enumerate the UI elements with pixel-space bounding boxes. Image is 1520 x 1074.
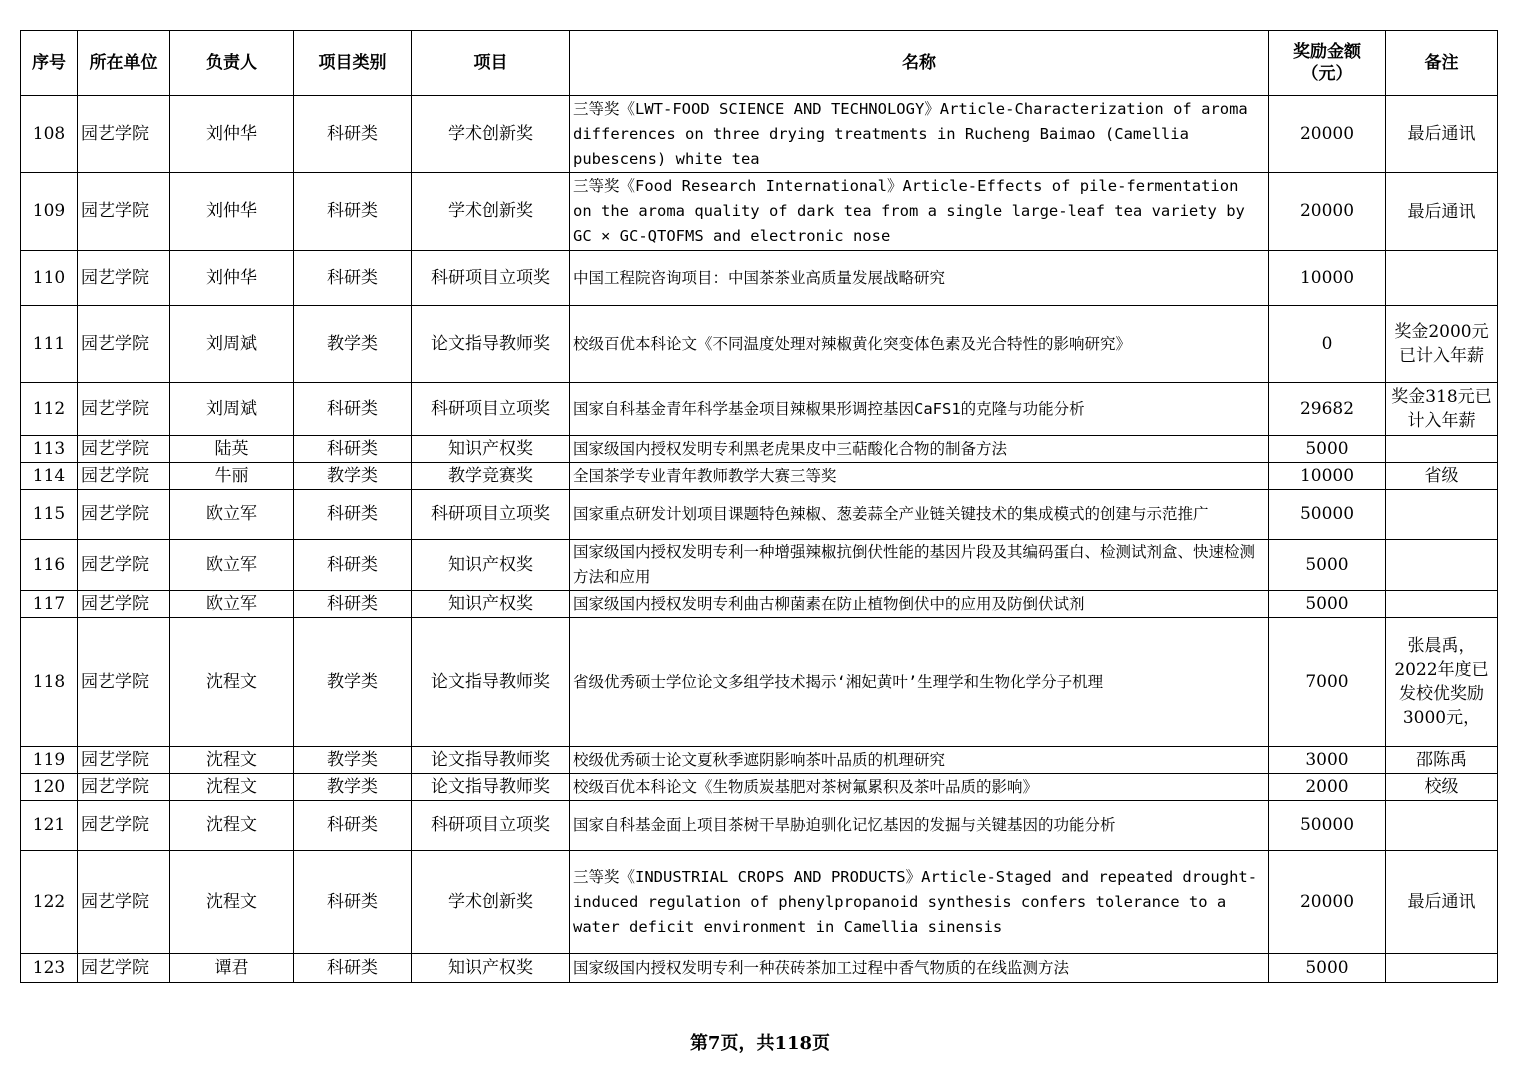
cell-amount: 10000 [1269,251,1386,306]
cell-amount: 29682 [1269,383,1386,436]
page-number: 第7页，共118页 [689,1033,831,1054]
cell-name: 校级优秀硕士论文夏秋季遮阴影响茶叶品质的机理研究 [570,747,1269,774]
header-amount: 奖励金额（元） [1269,31,1386,96]
cell-amount: 0 [1269,306,1386,383]
cell-amount: 5000 [1269,540,1386,591]
cell-note: 邵陈禹 [1386,747,1498,774]
cell-unit: 园艺学院 [78,954,170,983]
table-row [21,954,1498,983]
cell-no: 117 [21,591,78,618]
header-category: 项目类别 [294,31,412,96]
cell-amount: 10000 [1269,463,1386,490]
cell-unit: 园艺学院 [78,96,170,173]
cell-person: 刘周斌 [170,306,294,383]
cell-unit: 园艺学院 [78,591,170,618]
cell-category: 科研类 [294,251,412,306]
cell-name: 国家级国内授权发明专利曲古柳菌素在防止植物倒伏中的应用及防倒伏试剂 [570,591,1269,618]
table-row [21,306,1498,383]
cell-person: 刘仲华 [170,96,294,173]
cell-person: 沈程文 [170,851,294,954]
cell-project: 学术创新奖 [412,96,570,173]
table-row [21,436,1498,463]
cell-project: 知识产权奖 [412,954,570,983]
table-row [21,618,1498,747]
cell-no: 113 [21,436,78,463]
header-no: 序号 [21,31,78,96]
header-project: 项目 [412,31,570,96]
cell-project: 论文指导教师奖 [412,774,570,801]
cell-category: 科研类 [294,96,412,173]
table-row [21,801,1498,851]
cell-no: 114 [21,463,78,490]
cell-no: 112 [21,383,78,436]
cell-person: 谭君 [170,954,294,983]
cell-unit: 园艺学院 [78,774,170,801]
cell-unit: 园艺学院 [78,436,170,463]
cell-project: 知识产权奖 [412,436,570,463]
cell-project: 学术创新奖 [412,173,570,251]
cell-project: 论文指导教师奖 [412,306,570,383]
cell-note [1386,540,1498,591]
cell-name: 三等奖《LWT-FOOD SCIENCE AND TECHNOLOGY》Article-Characterization of aroma differences on three drying treatments in Rucheng Baimao (Camellia pubescens) white tea [570,96,1269,173]
table-row [21,490,1498,540]
cell-no: 123 [21,954,78,983]
cell-project: 论文指导教师奖 [412,747,570,774]
cell-category: 科研类 [294,591,412,618]
header-unit: 所在单位 [78,31,170,96]
cell-person: 刘周斌 [170,383,294,436]
cell-name: 国家级国内授权发明专利一种增强辣椒抗倒伏性能的基因片段及其编码蛋白、检测试剂盒、快速检测方法和应用 [570,540,1269,591]
cell-person: 欧立军 [170,490,294,540]
cell-unit: 园艺学院 [78,747,170,774]
cell-name: 中国工程院咨询项目：中国茶茶业高质量发展战略研究 [570,251,1269,306]
cell-category: 科研类 [294,851,412,954]
cell-person: 沈程文 [170,747,294,774]
cell-amount: 5000 [1269,591,1386,618]
cell-no: 121 [21,801,78,851]
cell-note [1386,591,1498,618]
cell-unit: 园艺学院 [78,251,170,306]
cell-category: 科研类 [294,540,412,591]
cell-name: 国家重点研发计划项目课题特色辣椒、葱姜蒜全产业链关键技术的集成模式的创建与示范推广 [570,490,1269,540]
cell-project: 科研项目立项奖 [412,801,570,851]
cell-note: 最后通讯 [1386,96,1498,173]
cell-no: 118 [21,618,78,747]
cell-category: 科研类 [294,954,412,983]
cell-amount: 7000 [1269,618,1386,747]
cell-no: 119 [21,747,78,774]
cell-note [1386,954,1498,983]
cell-amount: 3000 [1269,747,1386,774]
cell-person: 欧立军 [170,540,294,591]
cell-unit: 园艺学院 [78,383,170,436]
cell-amount: 20000 [1269,851,1386,954]
awards-table [20,30,1498,983]
cell-amount: 50000 [1269,801,1386,851]
cell-name: 校级百优本科论文《不同温度处理对辣椒黄化突变体色素及光合特性的影响研究》 [570,306,1269,383]
cell-category: 科研类 [294,436,412,463]
cell-person: 陆英 [170,436,294,463]
cell-name: 国家自科基金青年科学基金项目辣椒果形调控基因CaFS1的克隆与功能分析 [570,383,1269,436]
table-row [21,96,1498,173]
cell-note [1386,436,1498,463]
table-row [21,747,1498,774]
cell-unit: 园艺学院 [78,540,170,591]
cell-person: 沈程文 [170,618,294,747]
cell-amount: 20000 [1269,173,1386,251]
cell-amount: 50000 [1269,490,1386,540]
cell-no: 111 [21,306,78,383]
cell-name: 国家级国内授权发明专利一种茯砖茶加工过程中香气物质的在线监测方法 [570,954,1269,983]
cell-name: 国家自科基金面上项目茶树干旱胁迫驯化记忆基因的发掘与关键基因的功能分析 [570,801,1269,851]
cell-no: 116 [21,540,78,591]
cell-amount: 2000 [1269,774,1386,801]
cell-unit: 园艺学院 [78,801,170,851]
cell-person: 沈程文 [170,774,294,801]
cell-name: 三等奖《Food Research International》Article-Effects of pile-fermentation on the aroma quality of dark tea from a single large-leaf tea variety by GC × GC-QTOFMS and electronic nose [570,173,1269,251]
cell-project: 论文指导教师奖 [412,618,570,747]
cell-person: 刘仲华 [170,251,294,306]
header-row [21,31,1498,96]
cell-project: 科研项目立项奖 [412,383,570,436]
cell-person: 沈程文 [170,801,294,851]
cell-category: 科研类 [294,383,412,436]
cell-unit: 园艺学院 [78,173,170,251]
cell-note: 张晨禹，2022年度已发校优奖励3000元， [1386,618,1498,747]
cell-category: 教学类 [294,463,412,490]
cell-note [1386,490,1498,540]
cell-note: 奖金318元已计入年薪 [1386,383,1498,436]
cell-unit: 园艺学院 [78,463,170,490]
cell-note [1386,801,1498,851]
table-row [21,774,1498,801]
cell-unit: 园艺学院 [78,618,170,747]
table-row [21,851,1498,954]
cell-unit: 园艺学院 [78,306,170,383]
table-row [21,591,1498,618]
cell-name: 三等奖《INDUSTRIAL CROPS AND PRODUCTS》Article-Staged and repeated drought-induced regulation of phenylpropanoid synthesis confers tolerance to a water deficit environment in Camellia sinensis [570,851,1269,954]
cell-category: 教学类 [294,618,412,747]
cell-no: 109 [21,173,78,251]
cell-no: 120 [21,774,78,801]
cell-name: 国家级国内授权发明专利黑老虎果皮中三萜酸化合物的制备方法 [570,436,1269,463]
cell-no: 122 [21,851,78,954]
cell-no: 110 [21,251,78,306]
table-body [21,96,1498,983]
table-row [21,173,1498,251]
cell-note: 最后通讯 [1386,851,1498,954]
cell-project: 知识产权奖 [412,591,570,618]
table-row [21,383,1498,436]
cell-name: 校级百优本科论文《生物质炭基肥对茶树氟累积及茶叶品质的影响》 [570,774,1269,801]
cell-no: 108 [21,96,78,173]
cell-project: 教学竞赛奖 [412,463,570,490]
cell-person: 欧立军 [170,591,294,618]
cell-project: 科研项目立项奖 [412,490,570,540]
cell-project: 科研项目立项奖 [412,251,570,306]
cell-category: 科研类 [294,801,412,851]
cell-note: 奖金2000元已计入年薪 [1386,306,1498,383]
cell-category: 科研类 [294,490,412,540]
table-row [21,540,1498,591]
cell-person: 牛丽 [170,463,294,490]
cell-person: 刘仲华 [170,173,294,251]
cell-note: 校级 [1386,774,1498,801]
cell-amount: 5000 [1269,954,1386,983]
cell-category: 教学类 [294,747,412,774]
cell-project: 学术创新奖 [412,851,570,954]
cell-name: 全国茶学专业青年教师教学大赛三等奖 [570,463,1269,490]
cell-unit: 园艺学院 [78,490,170,540]
cell-category: 科研类 [294,173,412,251]
cell-project: 知识产权奖 [412,540,570,591]
header-person: 负责人 [170,31,294,96]
cell-name: 省级优秀硕士学位论文多组学技术揭示‘湘妃黄叶’生理学和生物化学分子机理 [570,618,1269,747]
cell-category: 教学类 [294,306,412,383]
header-note: 备注 [1386,31,1498,96]
cell-note: 最后通讯 [1386,173,1498,251]
cell-unit: 园艺学院 [78,851,170,954]
table-row [21,251,1498,306]
cell-category: 教学类 [294,774,412,801]
cell-amount: 20000 [1269,96,1386,173]
header-name: 名称 [570,31,1269,96]
cell-note: 省级 [1386,463,1498,490]
cell-amount: 5000 [1269,436,1386,463]
cell-note [1386,251,1498,306]
table-row [21,463,1498,490]
cell-no: 115 [21,490,78,540]
